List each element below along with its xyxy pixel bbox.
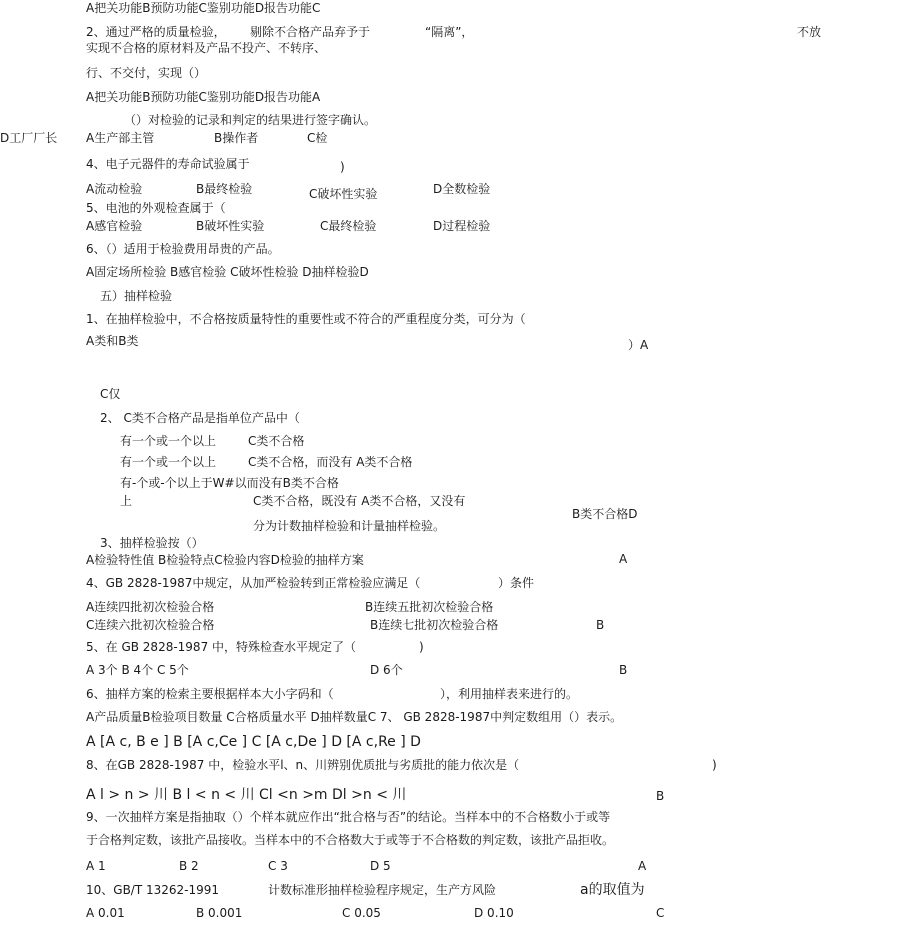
text-line: 5、电池的外观检查属于（ <box>86 201 226 215</box>
text-line: 6、（）适用于检验费用昂贵的产品。 <box>86 242 280 256</box>
text-line: A 1 <box>86 859 106 873</box>
text-line: A把关功能B预防功能C鉴别功能D报告功能A <box>86 90 321 104</box>
answer-label: B <box>656 789 665 803</box>
text-line: 行、不交付，实现（） <box>86 66 207 80</box>
text-line: A产品质量B检验项目数量 C合格质量水平 D抽样数量C 7、 GB 2828-1987中判定数组用（）表示。 <box>86 710 623 724</box>
text-line: 5、在 GB 2828-1987 中，特殊检查水平规定了（ <box>86 640 357 654</box>
text-line: A固定场所检验 B感官检验 C破坏性检验 D抽样检验D <box>86 265 369 279</box>
text-line: 分为计数抽样检验和计量抽样检验。 <box>253 519 446 533</box>
text-line: C破坏性实验 <box>309 187 378 201</box>
section-heading: 五）抽样检验 <box>100 289 173 303</box>
text-line: D 5 <box>370 859 391 873</box>
answer-label: B <box>619 663 628 677</box>
text-line: 6、抽样方案的检索主要根据样本大小字码和（ <box>86 687 334 701</box>
text-line: A l > n > 川 B l < n < 川 Cl <n >m Dl >n < 川 <box>86 787 407 803</box>
text-line: 有一个或一个以上 <box>120 434 217 448</box>
text-line: C最终检验 <box>320 219 377 233</box>
text-line: 2、 C类不合格产品是指单位产品中（ <box>100 411 300 425</box>
text-line: 4、GB 2828-1987中规定，从加严检验转到正常检验应满足（ <box>86 576 421 590</box>
text-line: C 0.05 <box>342 906 381 920</box>
text-line: “隔离”， <box>425 25 474 39</box>
text-line: 4、电子元器件的寿命试验属于 <box>86 157 250 171</box>
answer-label: A <box>619 552 628 566</box>
text-line: C 3 <box>268 859 288 873</box>
text-line: D 6个 <box>370 663 403 677</box>
text-line: B最终检验 <box>196 182 253 196</box>
text-line: 3、抽样检验按（） <box>100 536 204 550</box>
text-line: D全数检验 <box>433 182 491 196</box>
text-line: C类不合格，而没有 A类不合格 <box>248 455 413 469</box>
text-line: 有-个或-个以上于W#以而没有B类不合格 <box>120 476 339 490</box>
text-line: ）条件 <box>498 576 535 590</box>
text-line: 于合格判定数，该批产品接收。当样本中的不合格数大于或等于不合格数的判定数，该批产品拒收。 <box>86 833 615 847</box>
text-line: 9、一次抽样方案是指抽取（）个样本就应作出“批合格与否”的结论。当样本中的不合格数小于或等 <box>86 810 611 824</box>
text-line: B操作者 <box>214 131 259 145</box>
text-line: A类和B类 <box>86 334 139 348</box>
text-line: 有一个或一个以上 <box>120 455 217 469</box>
text-line: A检验特性值 B检验特点C检验内容D检验的抽样方案 <box>86 553 364 567</box>
text-line: C连续六批初次检验合格 <box>86 618 215 632</box>
answer-label: B <box>596 618 605 632</box>
text-line: A把关功能B预防功能C鉴别功能D报告功能C <box>86 1 321 15</box>
text-line: D工厂厂长 <box>0 131 58 145</box>
text-line: ) <box>340 160 345 174</box>
text-line: A感官检验 <box>86 219 143 233</box>
text-line: ) <box>419 640 424 654</box>
text-line: C类不合格，既没有 A类不合格，又没有 <box>253 494 466 508</box>
text-line: A 3个 B 4个 C 5个 <box>86 663 189 677</box>
answer-label: C <box>656 906 665 920</box>
text-line: a的取值为 <box>580 882 645 898</box>
text-line: A流动检验 <box>86 182 143 196</box>
text-line: B类不合格D <box>572 507 638 521</box>
text-line: A [A c, B e ] B [A c,Ce ] C [A c,De ] D [A c,Re ] D <box>86 734 421 750</box>
text-line: C仅 <box>100 387 121 401</box>
text-line: （）对检验的记录和判定的结果进行签字确认。 <box>124 113 377 127</box>
text-line: C类不合格 <box>248 434 305 448</box>
text-line: 剔除不合格产品弃予于 <box>250 25 371 39</box>
text-line: B破坏性实验 <box>196 219 265 233</box>
text-line: 上 <box>120 494 133 508</box>
text-line: 1、在抽样检验中，不合格按质量特性的重要性或不符合的严重程度分类，可分为（ <box>86 312 526 326</box>
text-line: 10、GB/T 13262-1991 <box>86 883 220 897</box>
text-line: 实现不合格的原材料及产品不投产、不转序、 <box>86 41 327 55</box>
text-line: D过程检验 <box>433 219 491 233</box>
text-line: A生产部主管 <box>86 131 155 145</box>
text-line: C检 <box>307 131 328 145</box>
text-line: 2、通过严格的质量检验， <box>86 25 226 39</box>
text-line: ），利用抽样表来进行的。 <box>440 687 579 701</box>
text-line: B 2 <box>179 859 199 873</box>
text-line: 8、在GB 2828-1987 中，检验水平l、n、川辨别优质批与劣质批的能力依次是（ <box>86 758 520 772</box>
text-line: A连续四批初次检验合格 <box>86 600 215 614</box>
text-line: B 0.001 <box>196 906 243 920</box>
text-line: B连续七批初次检验合格 <box>370 618 499 632</box>
text-line: ) <box>712 758 717 772</box>
text-line: 不放 <box>797 25 822 39</box>
text-line: B连续五批初次检验合格 <box>365 600 494 614</box>
text-line: D 0.10 <box>474 906 514 920</box>
answer-label: A <box>638 859 647 873</box>
answer-label: ）A <box>628 338 649 352</box>
text-line: A 0.01 <box>86 906 125 920</box>
text-line: 计数标准形抽样检验程序规定，生产方风险 <box>268 883 497 897</box>
